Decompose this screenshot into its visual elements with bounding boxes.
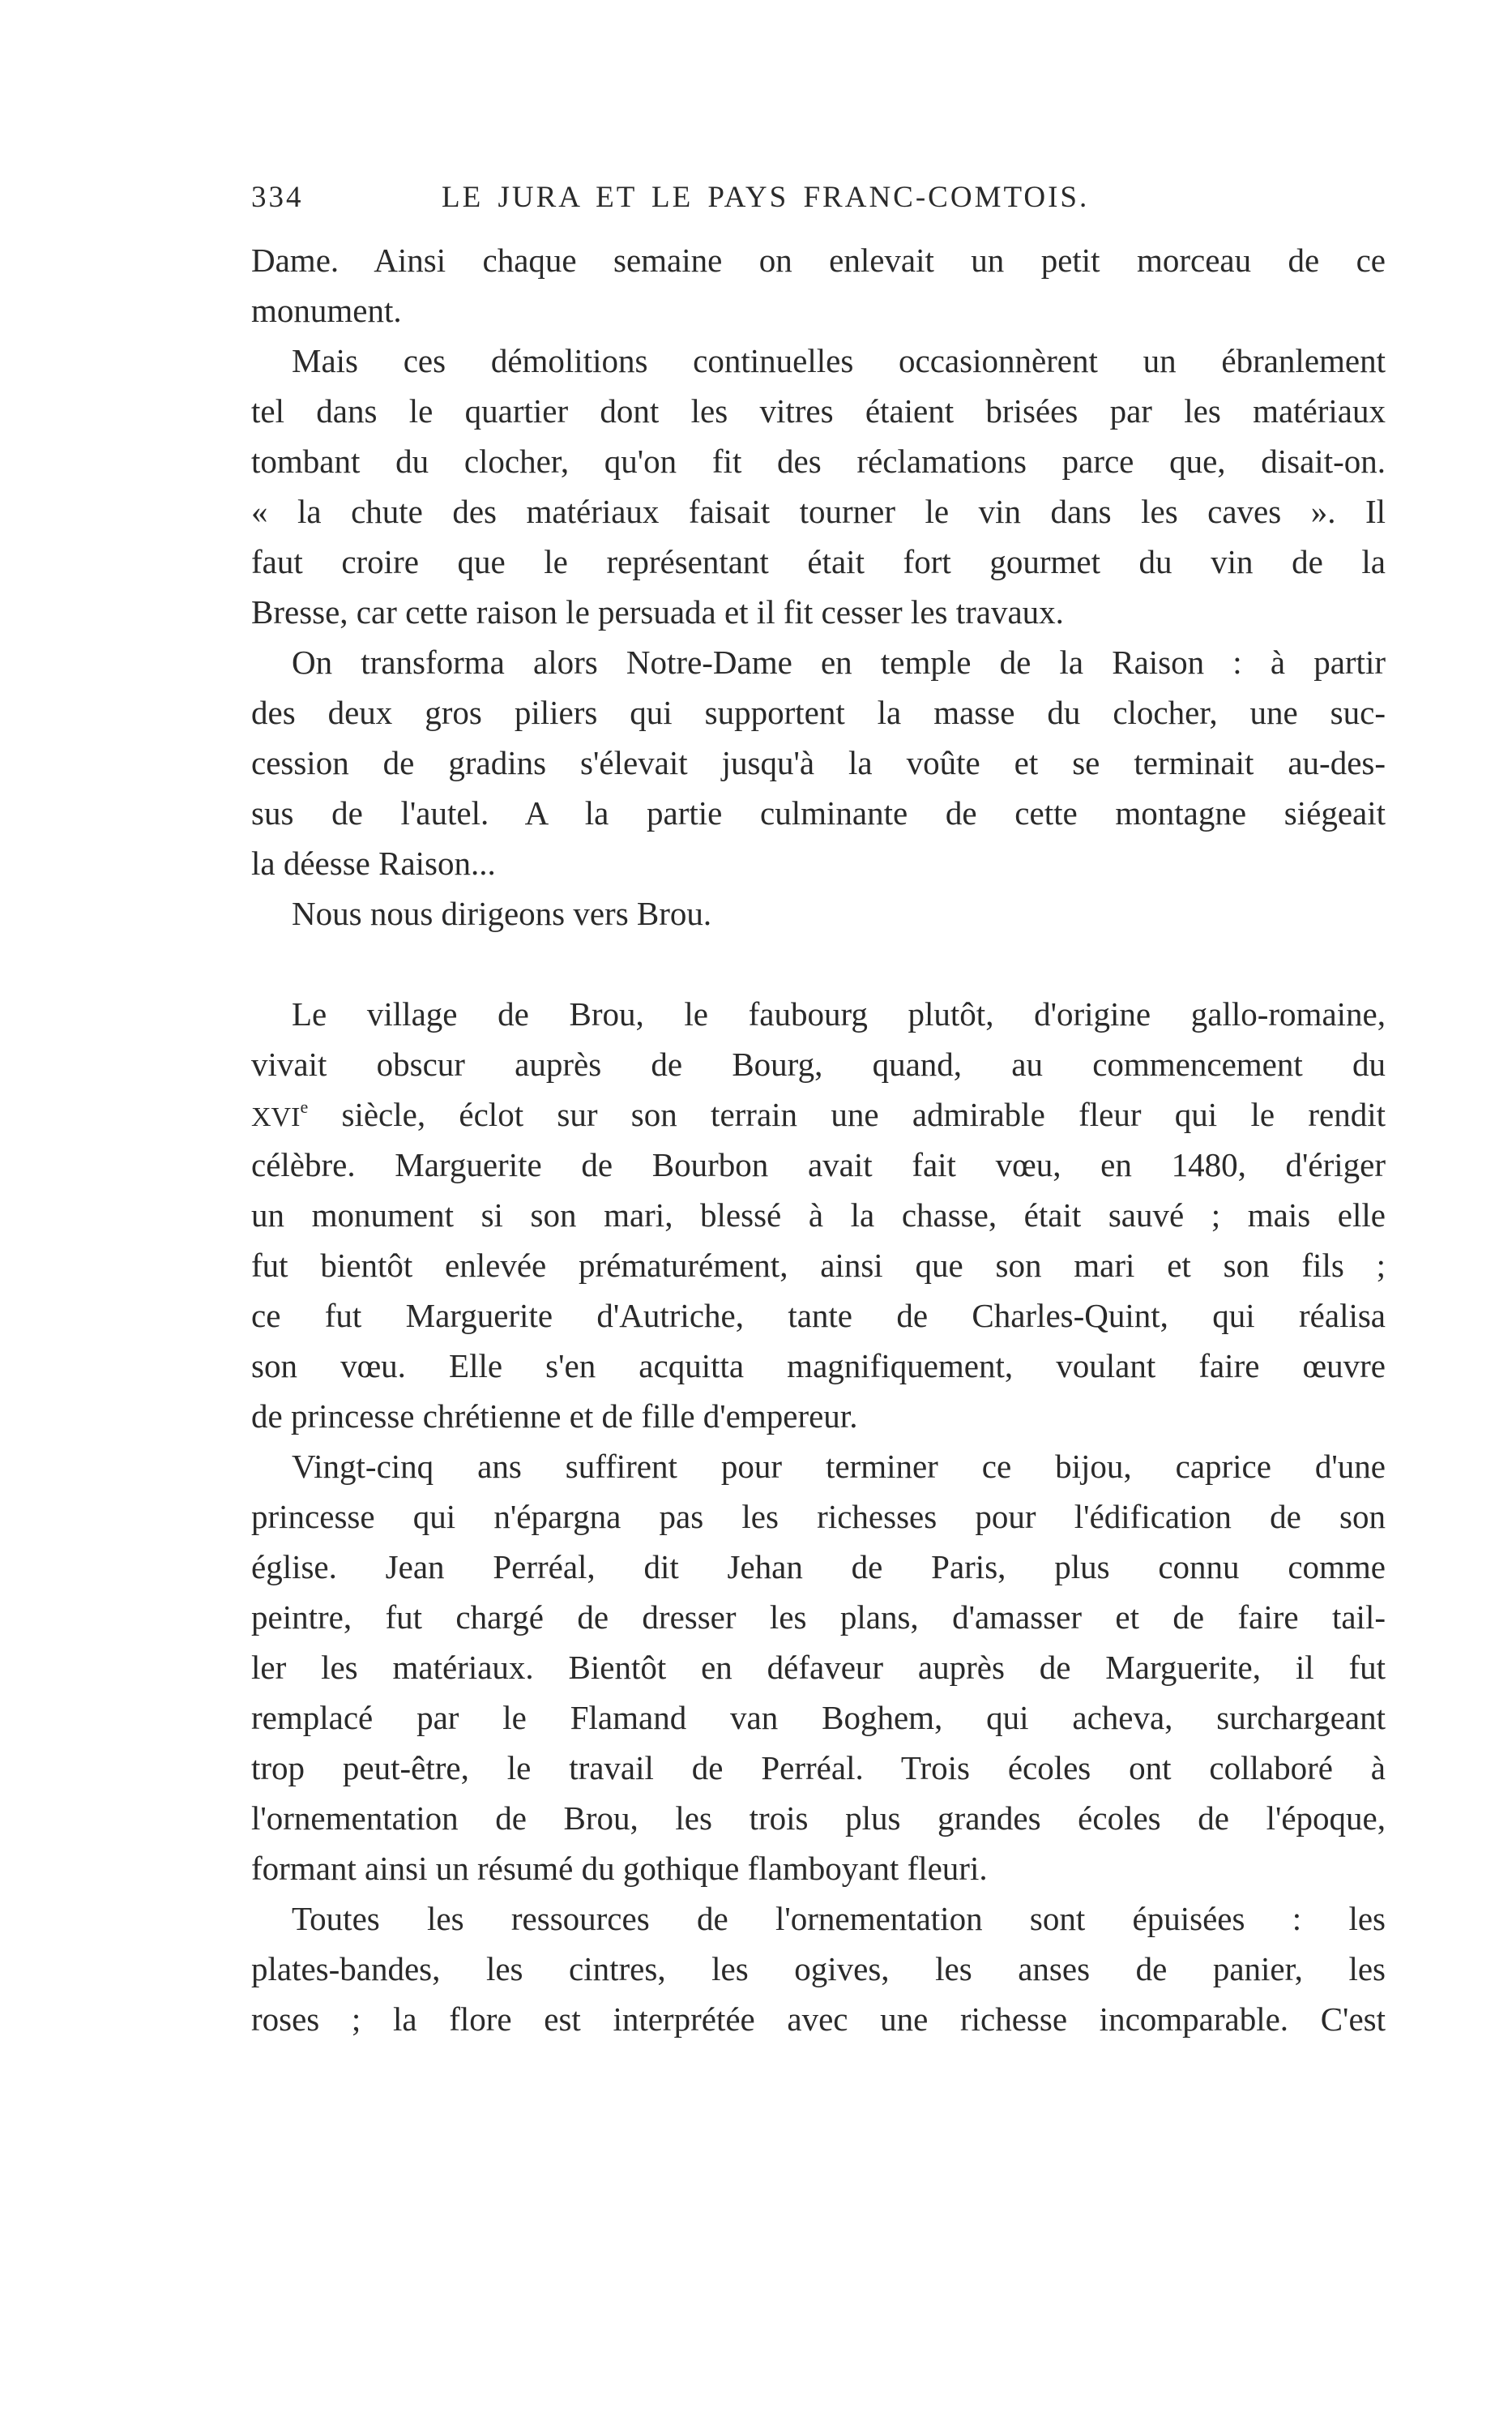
running-title: LE JURA ET LE PAYS FRANC-COMTOIS.	[442, 181, 1090, 214]
text-line: église. Jean Perréal, dit Jehan de Paris, plus connu comme	[251, 1548, 1386, 1585]
body-text	[251, 235, 1386, 2044]
text-line: On transforma alors Notre-Dame en temple de la Raison : à partir	[292, 644, 1386, 681]
section-break	[251, 939, 1386, 989]
text-line: cession de gradins s'élevait jusqu'à la voûte et se terminait au-des-	[251, 744, 1386, 781]
century-roman: XVI	[251, 1102, 301, 1132]
running-header	[251, 180, 1386, 225]
text-line: ce fut Marguerite d'Autriche, tante de Charles-Quint, qui réalisa	[251, 1297, 1386, 1334]
text-line: tel dans le quartier dont les vitres étaient brisées par les matériaux	[251, 392, 1386, 430]
text-line: monument.	[251, 292, 402, 329]
text-line: peintre, fut chargé de dresser les plans, d'amasser et de faire tail-	[251, 1598, 1386, 1636]
text-line: Mais ces démolitions continuelles occasionnèrent un ébranlement	[292, 342, 1386, 379]
text-line: son vœu. Elle s'en acquitta magnifiquement, voulant faire œuvre	[251, 1347, 1386, 1384]
text-line: Dame. Ainsi chaque semaine on enlevait un petit morceau de ce	[251, 242, 1386, 279]
text-line-rest: siècle, éclot sur son terrain une admirable fleur qui le rendit	[341, 1096, 1386, 1133]
text-line: formant ainsi un résumé du gothique flamboyant fleuri.	[251, 1850, 988, 1887]
text-line: ler les matériaux. Bientôt en défaveur auprès de Marguerite, il fut	[251, 1649, 1386, 1686]
paragraph	[251, 637, 1386, 888]
paragraph	[251, 235, 1386, 336]
text-line: sus de l'autel. A la partie culminante de cette montagne siégeait	[251, 794, 1386, 832]
text-line: trop peut-être, le travail de Perréal. Trois écoles ont collaboré à	[251, 1749, 1386, 1786]
text-line: célèbre. Marguerite de Bourbon avait fait vœu, en 1480, d'ériger	[251, 1146, 1386, 1183]
text-line: vivait obscur auprès de Bourg, quand, au commencement du	[251, 1046, 1386, 1083]
text-line: « la chute des matériaux faisait tourner le vin dans les caves ». Il	[251, 493, 1386, 530]
text-line-century	[251, 1089, 1386, 1140]
text-line: fut bientôt enlevée prématurément, ainsi que son mari et son fils ;	[251, 1247, 1386, 1284]
text-line: un monument si son mari, blessé à la chasse, était sauvé ; mais elle	[251, 1196, 1386, 1234]
text-line: tombant du clocher, qu'on fit des réclamations parce que, disait-on.	[251, 443, 1386, 480]
text-line: des deux gros piliers qui supportent la masse du clocher, une suc-	[251, 694, 1386, 731]
paragraph	[251, 336, 1386, 637]
text-line: Bresse, car cette raison le persuada et il fit cesser les travaux.	[251, 593, 1064, 631]
paragraph	[251, 1893, 1386, 2044]
century-superscript: e	[300, 1097, 309, 1117]
text-line: la déesse Raison...	[251, 845, 496, 882]
page-number: 334	[251, 181, 304, 214]
paragraph	[251, 1441, 1386, 1893]
text-line: de princesse chrétienne et de fille d'empereur.	[251, 1397, 858, 1435]
text-line: faut croire que le représentant était fort gourmet du vin de la	[251, 543, 1386, 580]
text-line: Le village de Brou, le faubourg plutôt, d'origine gallo-romaine,	[292, 995, 1386, 1033]
text-line: Toutes les ressources de l'ornementation sont épuisées : les	[292, 1900, 1386, 1937]
text-line: l'ornementation de Brou, les trois plus grandes écoles de l'époque,	[251, 1799, 1386, 1837]
text-line: princesse qui n'épargna pas les richesses pour l'édification de son	[251, 1498, 1386, 1535]
paragraph	[251, 989, 1386, 1441]
text-line: Nous nous dirigeons vers Brou.	[292, 895, 712, 932]
paragraph	[251, 888, 1386, 939]
text-line: plates-bandes, les cintres, les ogives, les anses de panier, les	[251, 1950, 1386, 1987]
text-line: Vingt-cinq ans suffirent pour terminer ce bijou, caprice d'une	[292, 1448, 1386, 1485]
text-line: roses ; la flore est interprétée avec une richesse incomparable. C'est	[251, 2000, 1386, 2038]
text-line: remplacé par le Flamand van Boghem, qui acheva, surchargeant	[251, 1699, 1386, 1736]
